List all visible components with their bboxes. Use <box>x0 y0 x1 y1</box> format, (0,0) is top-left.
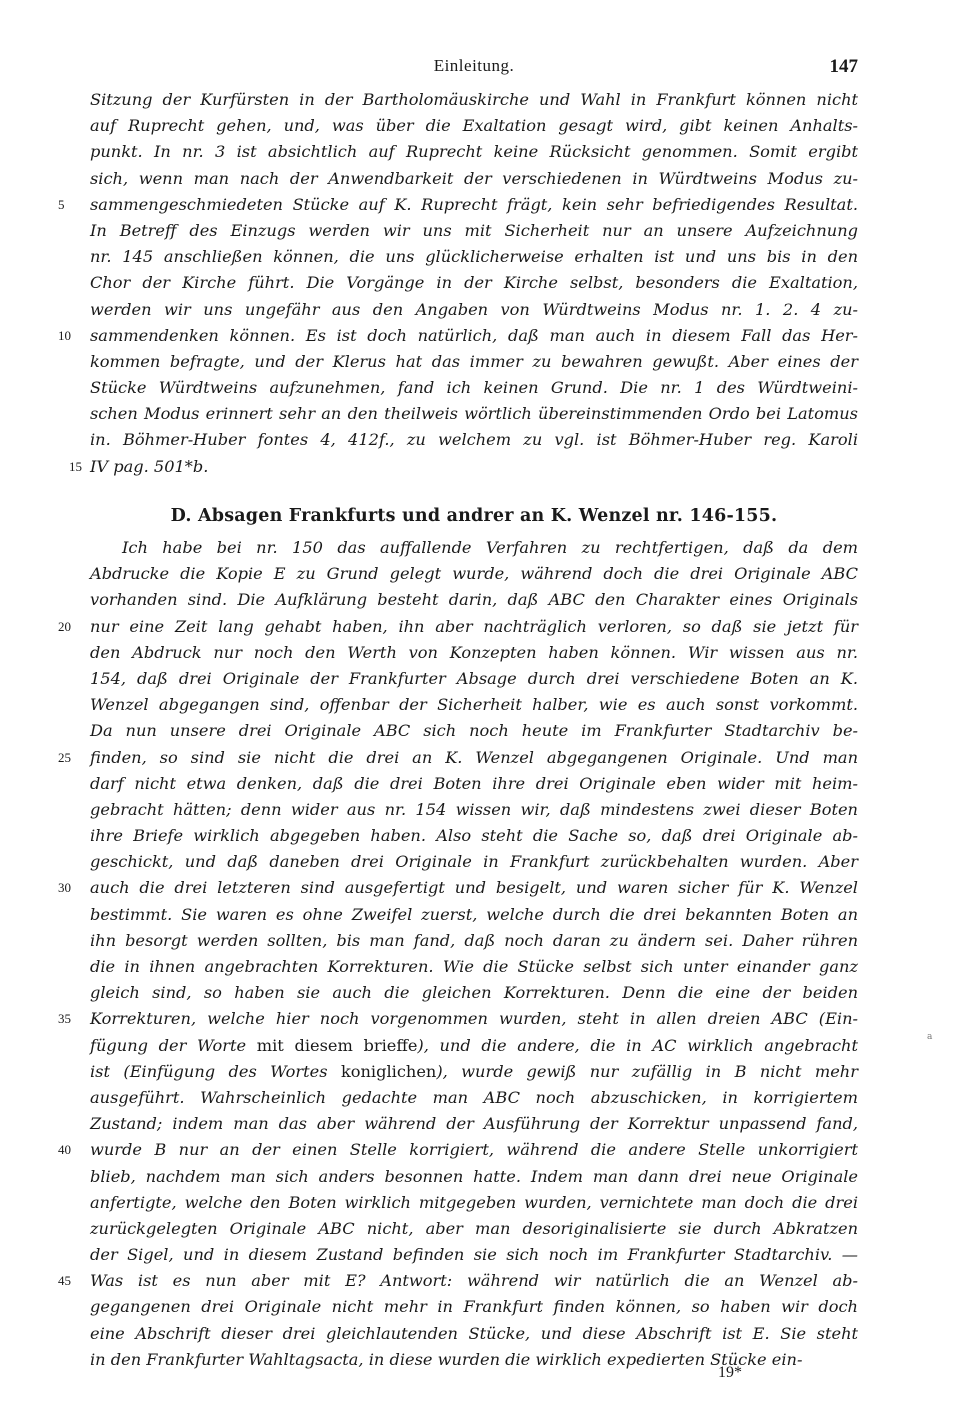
line-text: Zustand; indem man das aber während der Ausführung der Korrektur unpassend fand, <box>90 1114 858 1134</box>
text-line <box>90 139 858 165</box>
text-line <box>90 270 858 296</box>
line-number: 30 <box>58 880 71 896</box>
line-text: Stücke Würdtweins aufzunehmen, fand ich keinen Grund. Die nr. 1 des Würdtweini- <box>90 378 858 398</box>
text-line <box>90 113 858 139</box>
line-text: ihn besorgt werden sollten, bis man fand, daß noch daran zu ändern sei. Daher rühren <box>90 930 858 950</box>
text-line <box>90 1347 858 1373</box>
line-text: die in ihnen angebrachten Korrekturen. Wie die Stücke selbst sich unter einander ganz <box>90 957 858 976</box>
text-line <box>90 375 858 401</box>
text-line <box>90 902 858 928</box>
text-line <box>58 745 858 771</box>
text-line <box>90 771 858 797</box>
line-text: eine Abschrift dieser drei gleichlautenden Stücke, und diese Abschrift ist E. Sie steht <box>90 1323 858 1343</box>
line-text-roman: mit diesem brieffe <box>246 1035 418 1055</box>
text-line <box>69 454 858 480</box>
text-line <box>90 218 858 244</box>
text-line <box>90 1216 858 1242</box>
text-line <box>90 1242 858 1268</box>
text-line <box>90 954 858 980</box>
line-text: Ich habe bei nr. 150 das auffallende Verfahren zu rechtfertigen, daß da dem <box>122 538 858 557</box>
line-number: 5 <box>58 196 65 212</box>
text-line <box>58 1137 858 1163</box>
text-line <box>58 323 858 349</box>
line-text: ihre Briefe wirklich abgegeben haben. Also steht die Sache so, daß drei Originale ab- <box>90 826 858 846</box>
text-line <box>90 561 858 587</box>
line-text: IV pag. 501*b. <box>90 456 209 476</box>
text-line <box>90 823 858 849</box>
line-number: 40 <box>58 1142 71 1158</box>
line-text: schen Modus erinnert sehr an den theilweis wörtlich übereinstimmenden Ordo bei Latomus <box>90 404 858 424</box>
line-text: gebracht hätten; denn wider aus nr. 154 wissen wir, daß mindestens zwei dieser Boten <box>90 799 858 819</box>
line-text: zurückgelegten Originale ABC nicht, aber man desoriginalisierte sie durch Abkratzen <box>90 1218 858 1238</box>
section-heading: D. Absagen Frankfurts und andrer an K. Wenzel nr. 146-155. <box>170 506 778 526</box>
line-number: 35 <box>58 1011 71 1027</box>
text-line <box>90 297 858 323</box>
line-number: 10 <box>58 327 71 343</box>
line-text: sammendenken können. Es ist doch natürlich, daß man auch in diesem Fall das Her- <box>90 325 858 345</box>
line-text: 154, daß drei Originale der Frankfurter Absage durch drei verschiedene Boten an K. <box>90 668 858 688</box>
text-line <box>90 928 858 954</box>
text-line <box>90 87 858 113</box>
line-text: geschickt, und daß daneben drei Originale in Frankfurt zurückbehalten wurden. Aber <box>90 852 858 872</box>
line-text-roman: koniglichen <box>327 1061 437 1081</box>
line-text: Was ist es nun aber mit E? Antwort: während wir natürlich die an Wenzel ab- <box>90 1271 858 1291</box>
line-text: finden, so sind sie nicht die drei an K. Wenzel abgegangenen Originale. Und man <box>90 747 858 767</box>
text-line <box>90 427 858 453</box>
line-text: Korrekturen, welche hier noch vorgenommen wurden, steht in allen dreien ABC (Ein- <box>90 1009 858 1029</box>
line-text: werden wir uns ungefähr aus den Angaben von Würdtweins Modus nr. 1. 2. 4 zu- <box>90 299 858 319</box>
line-text: Chor der Kirche führt. Die Vorgänge in der Kirche selbst, besonders die Exaltation, <box>90 273 858 293</box>
text-line <box>58 875 858 901</box>
line-text: sich, wenn man nach der Anwendbarkeit der verschiedenen in Würdtweins Modus zu- <box>90 168 858 188</box>
line-text: ausgeführt. Wahrscheinlich gedachte man ABC noch abzuschicken, in korrigiertem <box>90 1087 858 1107</box>
text-line <box>90 718 858 744</box>
line-text: in den Frankfurter Wahltagsacta, in diese wurden die wirklich expedierten Stücke ein- <box>90 1349 803 1369</box>
running-head: Einleitung. <box>433 56 515 75</box>
text-line <box>90 980 858 1006</box>
line-text: anfertigte, welche den Boten wirklich mitgegeben wurden, vernichtete man doch die drei <box>90 1192 858 1212</box>
line-text: auch die drei letzteren sind ausgefertigt und besigelt, und waren sicher für K. Wenzel <box>90 878 858 898</box>
line-text: Wenzel abgegangen sind, offenbar der Sicherheit halber, wie es auch sonst vorkommt. <box>90 695 858 715</box>
line-text-continued: ), wurde gewiß nur zufällig in B nicht mehr <box>436 1061 858 1081</box>
text-line <box>90 797 858 823</box>
text-line <box>90 640 858 666</box>
line-text: gleich sind, so haben sie auch die gleichen Korrekturen. Denn die eine der beiden <box>90 983 858 1003</box>
line-text: nur eine Zeit lang gehabt haben, ihn aber nachträglich verloren, so daß sie jetzt für <box>90 616 858 636</box>
line-text: fügung der Worte <box>90 1035 247 1055</box>
line-text: blieb, nachdem man sich anders besonnen hatte. Indem man dann drei neue Originale <box>90 1166 858 1186</box>
line-text: Sitzung der Kurfürsten in der Bartholomäuskirche und Wahl in Frankfurt können nicht <box>90 90 858 109</box>
line-text: wurde B nur an der einen Stelle korrigiert, während die andere Stelle unkorrigiert <box>90 1140 858 1160</box>
line-text: kommen befragte, und der Klerus hat das immer zu bewahren gewußt. Aber eines der <box>90 351 858 371</box>
text-line <box>90 166 858 192</box>
paragraph-lower <box>58 535 858 1373</box>
line-number: 25 <box>58 749 71 765</box>
text-line <box>90 1033 858 1059</box>
line-text: Abdrucke die Kopie E zu Grund gelegt wurde, während doch die drei Originale ABC <box>90 564 858 584</box>
line-text: den Abdruck nur noch den Werth von Konzepten haben können. Wir wissen aus nr. <box>90 642 858 662</box>
line-text: in. Böhmer-Huber fontes 4, 412f., zu welchem zu vgl. ist Böhmer-Huber reg. Karoli <box>90 430 858 450</box>
signature-mark: 19* <box>718 1364 742 1381</box>
paragraph-upper <box>58 87 858 480</box>
line-text: auf Ruprecht gehen, und, was über die Exaltation gesagt wird, gibt keinen Anhalts- <box>90 116 858 136</box>
line-text: gegangenen drei Originale nicht mehr in Frankfurt finden können, so haben wir doch <box>90 1297 858 1317</box>
text-line <box>90 244 858 270</box>
text-line <box>90 401 858 427</box>
text-line <box>90 587 858 613</box>
page-header <box>90 56 858 82</box>
line-text: In Betreff des Einzugs werden wir uns mit Sicherheit nur an unsere Aufzeichnung <box>90 220 858 240</box>
text-line <box>90 535 858 561</box>
text-line <box>90 1059 858 1085</box>
line-text: nr. 145 anschließen können, die uns glücklicherweise erhalten ist und uns bis in den <box>90 247 858 267</box>
text-line <box>90 1111 858 1137</box>
line-text: vorhanden sind. Die Aufklärung besteht darin, daß ABC den Charakter eines Originals <box>90 590 858 610</box>
line-text-continued: ), und die andere, die in AC wirklich angebracht <box>417 1035 858 1055</box>
text-line <box>58 1006 858 1032</box>
text-line <box>90 1294 858 1320</box>
line-text: sammengeschmiedeten Stücke auf K. Ruprecht frägt, kein sehr befriedigendes Resultat. <box>90 194 858 214</box>
text-line <box>90 666 858 692</box>
text-line <box>58 192 858 218</box>
text-line <box>58 614 858 640</box>
page-number: 147 <box>829 56 858 77</box>
line-text: darf nicht etwa denken, daß die drei Boten ihre drei Originale eben wider mit heim- <box>90 773 858 793</box>
line-text: der Sigel, und in diesem Zustand befinden sie sich noch im Frankfurter Stadtarchiv. — <box>90 1245 858 1265</box>
text-line <box>90 1190 858 1216</box>
line-text: bestimmt. Sie waren es ohne Zweifel zuerst, welche durch die drei bekannten Boten an <box>90 904 858 924</box>
line-text: Da nun unsere drei Originale ABC sich noch heute im Frankfurter Stadtarchiv be- <box>90 721 858 741</box>
line-number: 20 <box>58 618 71 634</box>
text-line <box>90 849 858 875</box>
line-text: ist (Einfügung des Wortes <box>90 1061 328 1081</box>
line-number: 45 <box>58 1273 71 1289</box>
text-line <box>90 1321 858 1347</box>
text-line <box>90 1085 858 1111</box>
text-line <box>58 1268 858 1294</box>
text-line <box>90 1164 858 1190</box>
line-text: punkt. In nr. 3 ist absichtlich auf Ruprecht keine Rücksicht genommen. Somit ergibt <box>90 142 858 162</box>
margin-mark: a <box>927 1032 933 1042</box>
text-line <box>90 692 858 718</box>
text-line <box>90 349 858 375</box>
line-number: 15 <box>69 458 82 474</box>
